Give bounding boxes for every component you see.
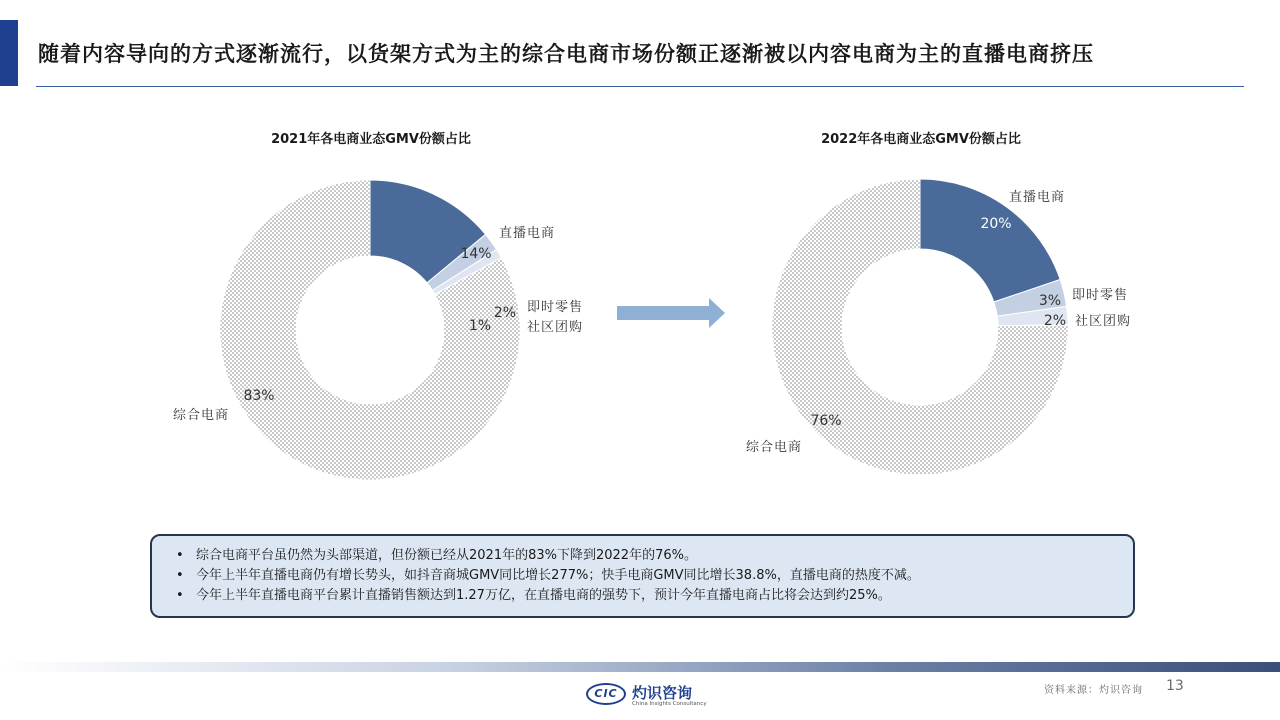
- summary-bullet-1: • 综合电商平台虽仍然为头部渠道，但份额已经从2021年的83%下降到2022年的76%。: [176, 546, 1109, 566]
- category-label-2021-instant: 即时零售: [527, 300, 584, 315]
- chart-title-2022: 2022年各电商业态GMV份额占比: [821, 132, 1021, 147]
- donut-chart-2022: [772, 179, 1068, 475]
- company-logo: [586, 680, 716, 716]
- slice-value-2022-live: 20%: [980, 216, 1012, 232]
- page-title: 随着内容导向的方式逐渐流行，以货架方式为主的综合电商市场份额正逐渐被以内容电商为主的直播电商挤压: [38, 42, 1094, 66]
- summary-bullet-3: • 今年上半年直播电商平台累计直播销售额达到1.27万亿，在直播电商的强势下，预计今年直播电商占比将会达到约25%。: [176, 586, 1109, 606]
- slice-value-2022-group: 2%: [1043, 313, 1067, 329]
- logo-mark: CIC: [586, 683, 626, 705]
- slice-value-2021-comprehensive: 83%: [243, 388, 275, 404]
- slice-value-2022-comprehensive: 76%: [810, 413, 842, 429]
- logo-name-en: China Insights Consultancy: [632, 701, 707, 707]
- summary-box: [150, 534, 1135, 618]
- footer-band: [0, 662, 1280, 672]
- slice-value-2021-live: 14%: [460, 246, 492, 262]
- summary-list: [176, 546, 1109, 606]
- slice-value-2021-group: 1%: [468, 318, 492, 334]
- slice-value-2022-instant: 3%: [1038, 293, 1062, 309]
- logo-name-cn: 灼识咨询: [632, 684, 693, 702]
- category-label-2022-live: 直播电商: [1009, 190, 1066, 205]
- category-label-2022-comprehensive: 综合电商: [746, 440, 803, 455]
- category-label-2021-comprehensive: 综合电商: [173, 408, 230, 423]
- category-label-2021-group: 社区团购: [527, 320, 584, 335]
- chart-title-2021: 2021年各电商业态GMV份额占比: [271, 132, 471, 147]
- right-arrow-icon: [617, 298, 725, 328]
- summary-bullet-2: • 今年上半年直播电商仍有增长势头，如抖音商城GMV同比增长277%；快手电商GMV同比增长38.8%，直播电商的热度不减。: [176, 566, 1109, 586]
- category-label-2022-group: 社区团购: [1075, 314, 1132, 329]
- page-number: 13: [1166, 678, 1184, 694]
- source-note: 资料来源：灼识咨询: [1044, 685, 1143, 696]
- slice-value-2021-instant: 2%: [493, 305, 517, 321]
- category-label-2021-live: 直播电商: [499, 226, 556, 241]
- category-label-2022-instant: 即时零售: [1072, 288, 1129, 303]
